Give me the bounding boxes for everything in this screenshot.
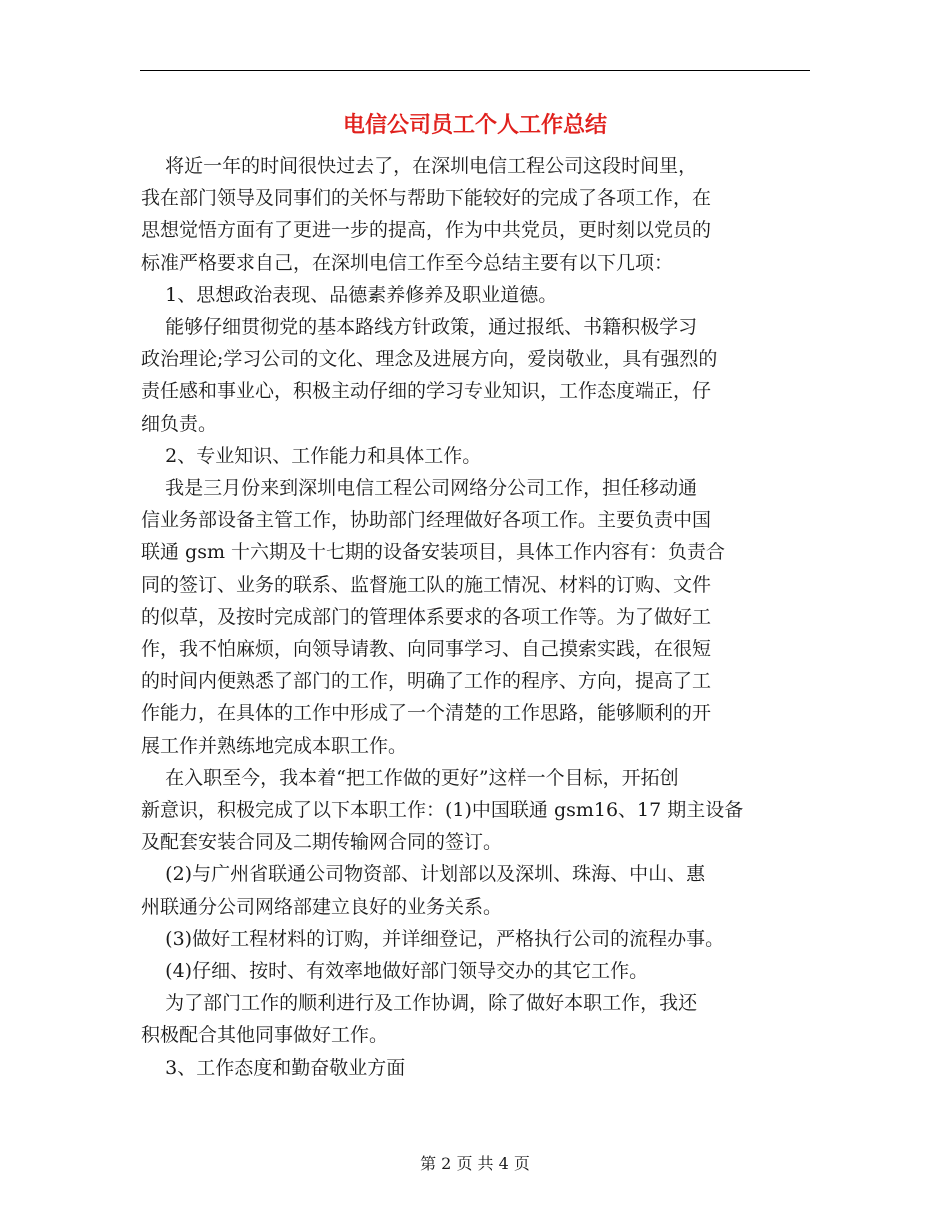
- paragraph-political: 能够仔细贯彻党的基本路线方针政策，通过报纸、书籍积极学习 政治理论;学习公司的文化、理念及进展方向，爱岗敬业，具有强烈的 责任感和事业心，积极主动仔细的学习专业知识，工作态度端正，仔 细负责。: [141, 316, 718, 435]
- paragraph-work: 我是三月份来到深圳电信工程公司网络分公司工作，担任移动通 信业务部设备主管工作，协助部门经理做好各项工作。主要负责中国 联通 gsm 十六期及十七期的设备安装项目，具体工作内容有：负责合 同的签订、业务的联系、监督施工队的施工情况、材料的订购、文件 的似草，及按时完成部门的管理体系要求的各项工作等。为了做好工 作，我不怕麻烦，向领导请教、向同事学习、自己摸索实践，在很短 的时间内便熟悉了部门的工作，明确了工作的程序、方向，提高了工 作能力，在具体的工作中形成了一个清楚的工作思路，能够顺利的开 展工作并熟练地完成本职工作。: [141, 477, 726, 757]
- paragraph-intro: 将近一年的时间很快过去了，在深圳电信工程公司这段时间里， 我在部门领导及同事们的关怀与帮助下能较好的完成了各项工作，在 思想觉悟方面有了更进一步的提高，作为中共党员，更时刻以党员的 标准严格要求自己，在深圳电信工作至今总结主要有以下几项：: [141, 155, 712, 274]
- list-item-2: (2)与广州省联通公司物资部、计划部以及深圳、珠海、中山、惠 州联通分公司网络部建立良好的业务关系。: [141, 863, 706, 918]
- section-heading-1: 1、思想政治表现、品德素养修养及职业道德。: [141, 283, 558, 306]
- section-heading-2: 2、专业知识、工作能力和具体工作。: [141, 444, 482, 467]
- paragraph-achievements: 在入职至今，我本着“把工作做的更好”这样一个目标，开拓创 新意识，积极完成了以下本职工作：(1)中国联通 gsm16、17 期主设备 及配套安装合同及二期传输网合同的签订。: [141, 766, 744, 854]
- section-heading-3: 3、工作态度和勤奋敬业方面: [141, 1056, 406, 1079]
- list-item-4: (4)仔细、按时、有效率地做好部门领导交办的其它工作。: [141, 960, 649, 983]
- list-item-3: (3)做好工程材料的订购，并详细登记，严格执行公司的流程办事。: [141, 927, 725, 950]
- document-title: 电信公司员工个人工作总结: [342, 112, 607, 138]
- header-rule: [140, 70, 810, 71]
- document-body: [141, 150, 831, 1084]
- page-footer: 第 2 页 共 4 页: [420, 1154, 530, 1173]
- paragraph-cooperation: 为了部门工作的顺利进行及工作协调，除了做好本职工作，我还 积极配合其他同事做好工作。: [141, 992, 698, 1047]
